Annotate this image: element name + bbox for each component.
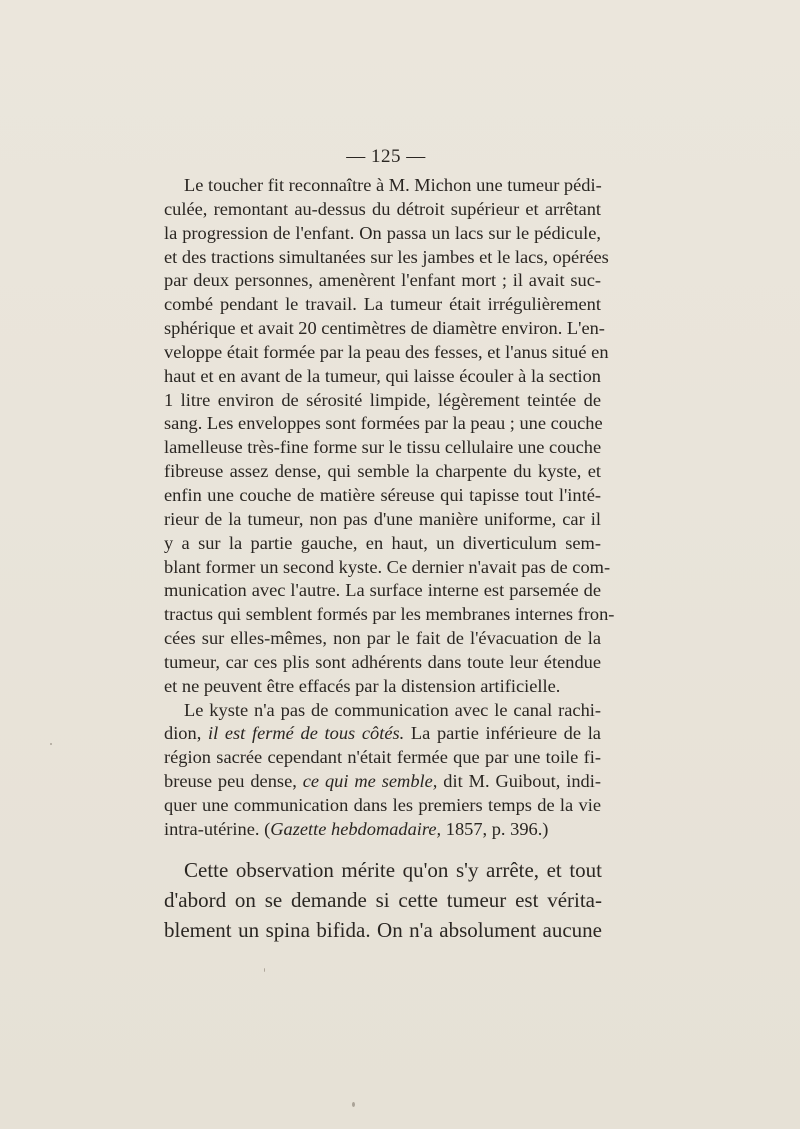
paper-speck bbox=[50, 743, 52, 745]
text-line: et des tractions simultanées sur les jambes et le lacs, opérées bbox=[164, 246, 609, 267]
case-report-text bbox=[164, 174, 615, 842]
text-segment: intra-utérine. ( bbox=[164, 818, 271, 839]
text-line: lamelleuse très-fine forme sur le tissu cellulaire une couche bbox=[164, 437, 602, 458]
text-line: enfin une couche de matière séreuse qui tapisse tout l'inté- bbox=[164, 484, 601, 505]
text-line: blant former un second kyste. Ce dernier n'avait pas de com- bbox=[164, 556, 611, 577]
text-line: 1 litre environ de sérosité limpide, légèrement teintée de bbox=[164, 389, 601, 410]
text-line: tumeur, car ces plis sont adhérents dans toute leur étendue bbox=[164, 651, 601, 672]
text-line: région sacrée cependant n'était fermée que par une toile fi- bbox=[164, 747, 601, 768]
text-segment: 1857, p. 396.) bbox=[441, 818, 549, 839]
text-line: combé pendant le travail. La tumeur était irrégulièrement bbox=[164, 294, 601, 315]
commentary-text bbox=[164, 856, 602, 945]
text-line: y a sur la partie gauche, en haut, un diverticulum sem- bbox=[164, 532, 601, 553]
text-line: fibreuse assez dense, qui semble la charpente du kyste, et bbox=[164, 461, 601, 482]
text-segment: breuse peu dense, bbox=[164, 771, 303, 792]
text-line: la progression de l'enfant. On passa un lacs sur le pédicule, bbox=[164, 222, 601, 243]
text-line: haut et en avant de la tumeur, qui laisse écouler à la section bbox=[164, 365, 601, 386]
text-line: culée, remontant au-dessus du détroit supérieur et arrêtant bbox=[164, 198, 601, 219]
page-number: — 125 — bbox=[346, 146, 426, 167]
paper-speck bbox=[352, 1102, 355, 1107]
text-line: cées sur elles-mêmes, non par le fait de l'évacuation de la bbox=[164, 628, 601, 649]
text-line: et ne peuvent être effacés par la distension artificielle. bbox=[164, 675, 561, 696]
text-line: sang. Les enveloppes sont formées par la peau ; une couche bbox=[164, 413, 603, 434]
paper-speck bbox=[264, 968, 265, 972]
text-line: veloppe était formée par la peau des fesses, et l'anus situé en bbox=[164, 341, 609, 362]
text-line: d'abord on se demande si cette tumeur est vérita- bbox=[164, 887, 602, 912]
text-line: blement un spina bifida. On n'a absolument aucune bbox=[164, 917, 602, 942]
text-line: rieur de la tumeur, non pas d'une manière uniforme, car il bbox=[164, 508, 601, 529]
text-line bbox=[164, 770, 601, 794]
journal-citation: Gazette hebdomadaire, bbox=[270, 818, 442, 839]
text-segment: dion, bbox=[164, 723, 208, 744]
text-line: par deux personnes, amenèrent l'enfant mort ; il avait suc- bbox=[164, 270, 601, 291]
text-line: tractus qui semblent formés par les membranes internes fron- bbox=[164, 604, 615, 625]
text-line: Le toucher fit reconnaître à M. Michon une tumeur pédi- bbox=[184, 175, 602, 195]
text-segment: dit M. Guibout, indi- bbox=[437, 771, 601, 792]
italic-phrase: il est fermé de tous côtés. bbox=[207, 723, 405, 744]
text-line bbox=[164, 818, 601, 842]
text-segment: La partie inférieure de la bbox=[404, 723, 601, 744]
text-line: munication avec l'autre. La surface interne est parsemée de bbox=[164, 580, 601, 601]
text-line: quer une communication dans les premiers temps de la vie bbox=[164, 794, 601, 815]
text-line: sphérique et avait 20 centimètres de diamètre environ. L'en- bbox=[164, 318, 605, 339]
text-line bbox=[164, 722, 601, 746]
italic-phrase: ce qui me semble, bbox=[302, 771, 438, 792]
text-line: Le kyste n'a pas de communication avec le canal rachi- bbox=[184, 699, 601, 720]
text-line: Cette observation mérite qu'on s'y arrête, et tout bbox=[184, 858, 602, 882]
